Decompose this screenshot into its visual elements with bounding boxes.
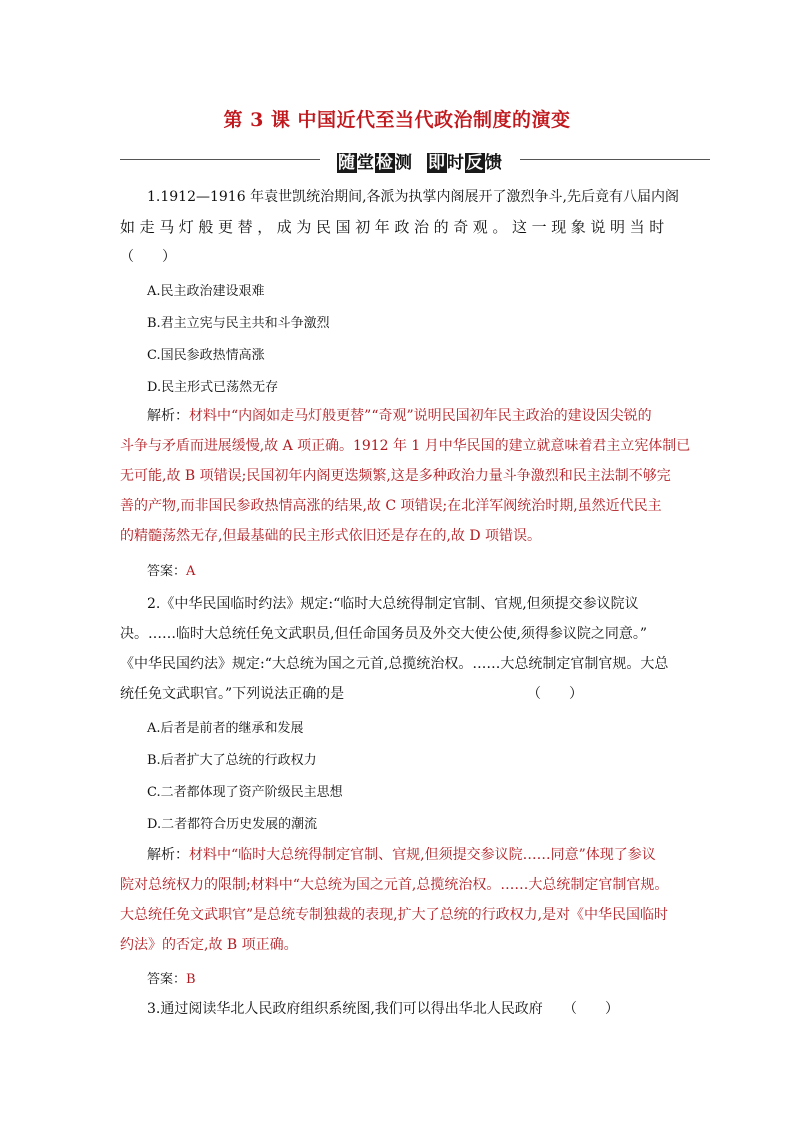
q2-answer-bracket: （ ） [527,686,583,702]
q2-option-a: A.后者是前者的继承和发展 [147,721,304,736]
banner-char-boxed: 随 [338,153,356,173]
q1-option-d: D.民主形式已荡然无存 [147,380,279,395]
lesson-title: 第 3 课 中国近代至当代政治制度的演变 [223,109,571,131]
q2-explanation-line: 约法》的否定,故 B 项正确。 [120,937,298,953]
q2-stem-line: 统任免文武职官。”下列说法正确的是 [120,686,345,702]
q2-option-c: C.二者都体现了资产阶级民主思想 [147,785,343,800]
q1-explanation-line: 善的产物,而非国民参政热情高涨的结果,故 C 项错误;在北洋军阀统治时期,虽然近代民主 [120,498,662,514]
q3-stem-line: 3.通过阅读华北人民政府组织系统图,我们可以得出华北人民政府 [147,1001,543,1017]
section-banner [120,148,710,172]
banner-char: 测 [395,153,413,173]
banner-rule-left [120,159,320,160]
q3-answer-bracket: （ ） [563,1001,619,1017]
q2-explanation-line: 院对总统权力的限制;材料中“大总统为国之元首,总揽统治权。……大总统制定官制官规。 [120,877,669,893]
q1-explanation-line: 的精髓荡然无存,但最基础的民主形式依旧还是存在的,故 D 项错误。 [120,528,542,544]
q1-option-b: B.君主立宪与民主共和斗争激烈 [147,316,330,331]
q1-explanation-line: 斗争与矛盾而进展缓慢,故 A 项正确。1912 年 1 月中华民国的建立就意味着君主立宪体制已 [120,438,691,454]
q2-option-d: D.二者都符合历史发展的潮流 [147,817,318,832]
banner-text [320,148,520,173]
q2-answer [147,968,196,987]
q1-explanation-label: 解析： [147,408,189,424]
q2-explanation-label: 解析： [147,847,189,863]
banner-char: 馈 [485,153,503,173]
answer-label: 答案： [147,564,187,579]
q2-option-b: B.后者扩大了总统的行政权力 [147,753,317,768]
answer-value: B [186,972,196,987]
q1-explanation-line: 无可能,故 B 项错误;民国初年内阁更迭频繁,这是多种政治力量斗争激烈和民主法制不够完 [120,468,671,484]
answer-label: 答案： [147,972,187,987]
banner-char: 时 [447,153,465,173]
q2-explanation-line: 大总统任免文武职官”是总统专制独裁的表现,扩大了总统的行政权力,是对《中华民国临时 [120,907,669,923]
banner-char: 堂 [357,153,375,173]
banner-rule-right [520,159,710,160]
q1-stem-line: 1.1912—1916 年袁世凯统治期间,各派为执掌内阁展开了激烈争斗,先后竟有八届内阁 [147,189,679,205]
answer-value: A [186,564,196,579]
q1-answer-bracket: （ ） [120,249,176,265]
q1-answer [147,560,195,579]
banner-char-boxed: 检 [376,153,394,173]
q2-stem-line: 决。……临时大总统任免文武职员,但任命国务员及外交大使公使,须得参议院之同意。” [120,626,648,642]
q2-stem-line: 《中华民国约法》规定:“大总统为国之元首,总揽统治权。……大总统制定官制官规。大总 [120,656,669,672]
q2-stem-line: 2.《中华民国临时约法》规定:“临时大总统得制定官制、官规,但须提交参议院议 [147,596,639,612]
banner-char-boxed: 即 [428,153,446,173]
q1-option-a: A.民主政治建设艰难 [147,284,265,299]
q1-stem-line: 如走马灯般更替，成为民国初年政治的奇观。这一现象说明当时 [120,218,669,236]
q1-option-c: C.国民参政热情高涨 [147,348,265,363]
q1-explanation-line: 材料中“内阁如走马灯般更替”“奇观”说明民国初年民主政治的建设因尖锐的 [189,408,652,424]
q2-explanation-line: 材料中“临时大总统得制定官制、官规,但须提交参议院……同意”体现了参议 [189,847,656,863]
banner-char-boxed: 反 [466,153,484,173]
